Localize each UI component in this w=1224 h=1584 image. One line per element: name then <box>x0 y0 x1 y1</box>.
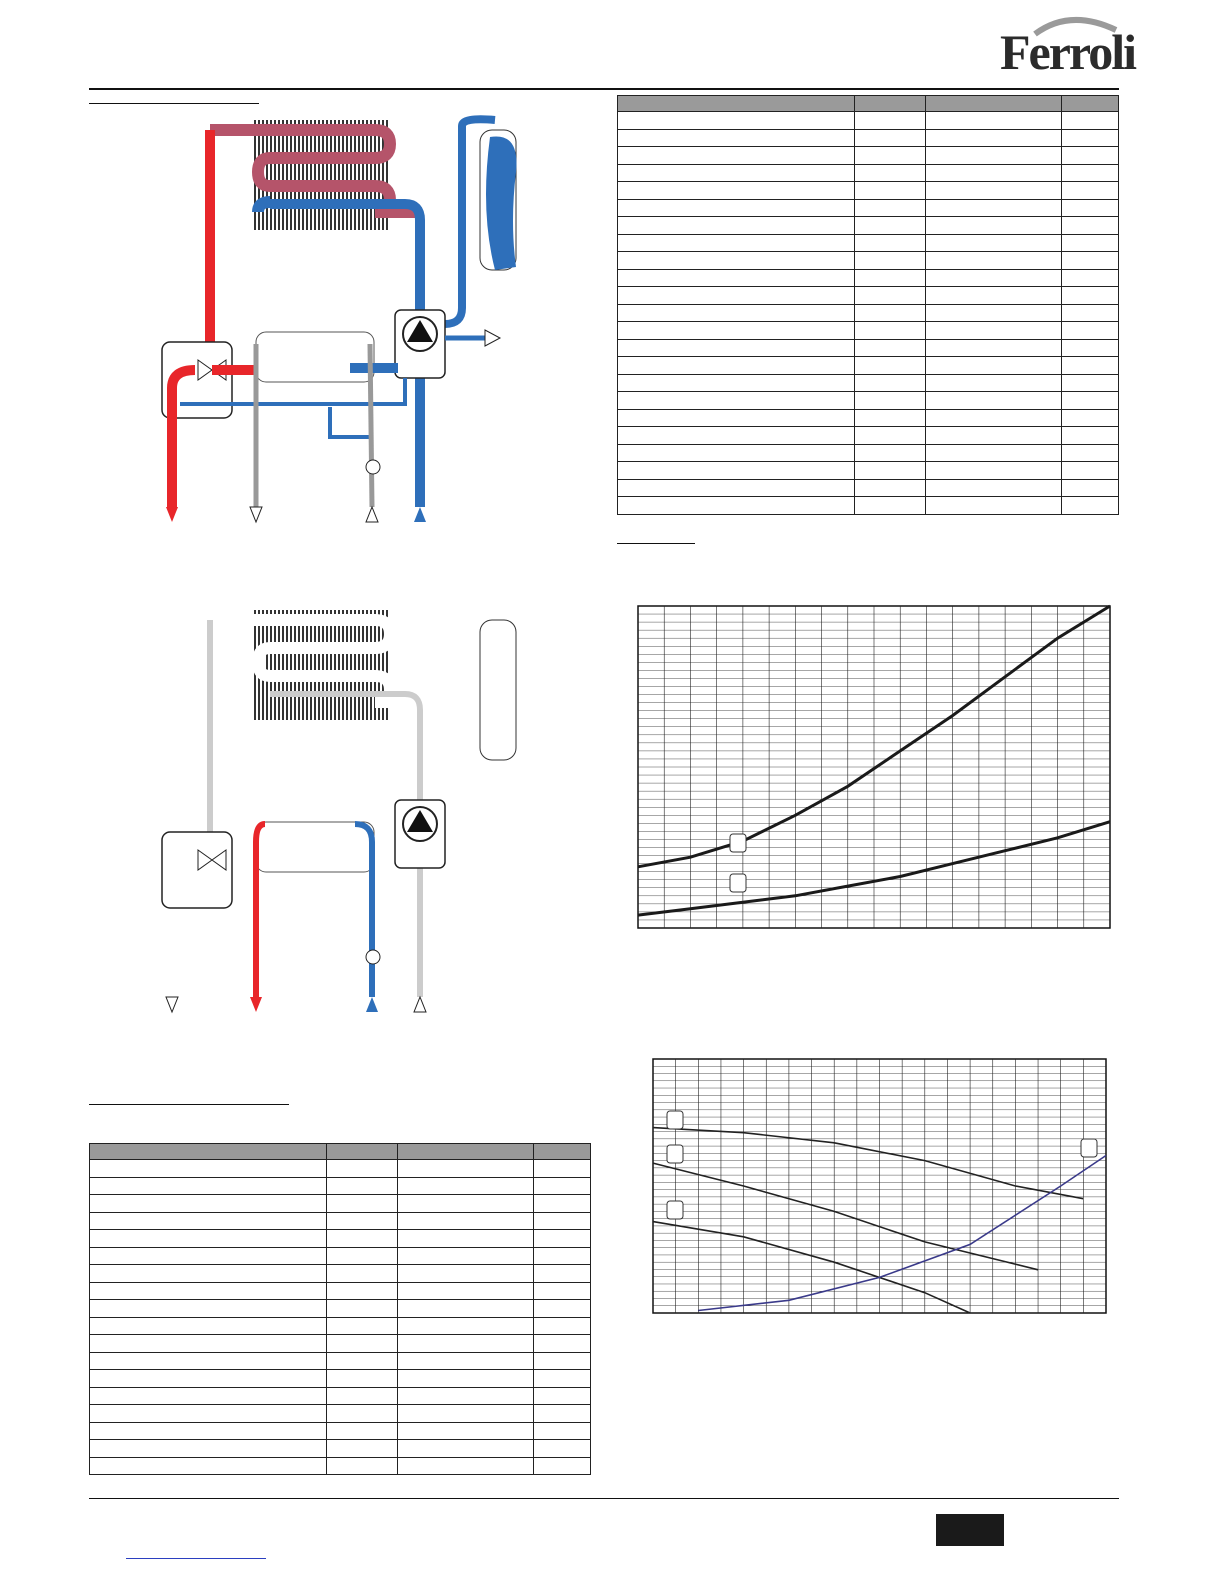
brand-logo: Ferroli <box>1000 24 1135 80</box>
table-cell <box>926 479 1062 497</box>
table-cell <box>534 1177 591 1195</box>
table-cell <box>90 1195 327 1213</box>
table-cell <box>618 322 855 340</box>
table-row <box>618 164 1119 182</box>
table-cell <box>926 462 1062 480</box>
table-cell <box>618 409 855 427</box>
table-cell <box>618 234 855 252</box>
table-cell <box>854 287 926 305</box>
table-cell <box>926 217 1062 235</box>
table-cell <box>926 427 1062 445</box>
table-cell <box>618 497 855 515</box>
header-rule <box>89 88 1119 90</box>
table-cell <box>1062 287 1119 305</box>
table-cell <box>90 1160 327 1178</box>
table-cell <box>534 1230 591 1248</box>
table-title-underline <box>89 1104 289 1105</box>
table-cell <box>90 1422 327 1440</box>
table-row <box>90 1282 591 1300</box>
table-cell <box>926 409 1062 427</box>
table-cell <box>1062 199 1119 217</box>
table-row <box>618 479 1119 497</box>
table-cell <box>1062 269 1119 287</box>
table-row <box>618 147 1119 165</box>
table-cell <box>326 1422 398 1440</box>
table-cell <box>1062 322 1119 340</box>
table-cell <box>1062 234 1119 252</box>
table-cell <box>854 112 926 130</box>
table-cell <box>618 304 855 322</box>
table-cell <box>926 497 1062 515</box>
table-row <box>90 1230 591 1248</box>
table-cell <box>854 409 926 427</box>
table-cell <box>398 1230 534 1248</box>
table-row <box>618 427 1119 445</box>
table-cell <box>926 129 1062 147</box>
table-row <box>618 217 1119 235</box>
table-cell <box>1062 357 1119 375</box>
table-row <box>90 1195 591 1213</box>
table-cell <box>618 182 855 200</box>
table-cell <box>326 1387 398 1405</box>
table-cell <box>1062 497 1119 515</box>
table-cell <box>90 1457 327 1475</box>
table-row <box>90 1440 591 1458</box>
table-cell <box>854 357 926 375</box>
table-row <box>618 322 1119 340</box>
table-cell <box>618 357 855 375</box>
table-row <box>618 112 1119 130</box>
table-cell <box>854 497 926 515</box>
table-cell <box>1062 444 1119 462</box>
table-row <box>618 234 1119 252</box>
table-cell <box>90 1300 327 1318</box>
table-cell <box>534 1282 591 1300</box>
table-cell <box>926 147 1062 165</box>
table-cell <box>1062 409 1119 427</box>
graph-title-underline <box>617 543 695 544</box>
table-cell <box>398 1177 534 1195</box>
heat-exchanger <box>210 120 415 230</box>
table-cell <box>926 357 1062 375</box>
table-cell <box>534 1352 591 1370</box>
table-cell <box>326 1265 398 1283</box>
table-cell <box>398 1195 534 1213</box>
table-cell <box>534 1317 591 1335</box>
table-row <box>618 374 1119 392</box>
table-cell <box>534 1422 591 1440</box>
table-cell <box>398 1300 534 1318</box>
table-row <box>90 1335 591 1353</box>
table-cell <box>1062 147 1119 165</box>
table-cell <box>854 252 926 270</box>
table-cell <box>90 1230 327 1248</box>
flow-arrow-icon <box>166 507 426 522</box>
table-cell <box>1062 182 1119 200</box>
pump-icon <box>395 310 445 378</box>
table-cell <box>854 129 926 147</box>
table-cell <box>326 1457 398 1475</box>
table-row <box>618 392 1119 410</box>
table-cell <box>534 1335 591 1353</box>
table-row <box>90 1422 591 1440</box>
table-header-cell <box>398 1144 534 1160</box>
table-row <box>618 269 1119 287</box>
table-header-cell <box>618 96 855 112</box>
table-cell <box>926 112 1062 130</box>
table-cell <box>926 164 1062 182</box>
table-cell <box>1062 392 1119 410</box>
table-cell <box>854 339 926 357</box>
table-header-cell <box>854 96 926 112</box>
table-cell <box>1062 462 1119 480</box>
table-row <box>618 462 1119 480</box>
table-cell <box>618 269 855 287</box>
table-row <box>90 1352 591 1370</box>
table-row <box>618 409 1119 427</box>
table-cell <box>1062 217 1119 235</box>
table-cell <box>534 1370 591 1388</box>
hydraulic-diagram-heating <box>150 112 530 542</box>
table-cell <box>534 1195 591 1213</box>
table-cell <box>534 1265 591 1283</box>
table-cell <box>398 1160 534 1178</box>
table-cell <box>854 374 926 392</box>
table-cell <box>398 1370 534 1388</box>
logo-swoosh-icon <box>1030 14 1120 38</box>
table-row <box>618 129 1119 147</box>
table-row <box>618 287 1119 305</box>
diagram-title-underline <box>89 103 259 104</box>
table-row <box>90 1317 591 1335</box>
table-row <box>618 497 1119 515</box>
table-cell <box>618 129 855 147</box>
table-row <box>90 1457 591 1475</box>
table-cell <box>926 269 1062 287</box>
table-cell <box>534 1405 591 1423</box>
table-cell <box>326 1317 398 1335</box>
table-cell <box>926 199 1062 217</box>
table-cell <box>326 1300 398 1318</box>
table-cell <box>854 182 926 200</box>
curve-label-box <box>730 874 746 892</box>
table-cell <box>618 217 855 235</box>
table-cell <box>618 287 855 305</box>
table-cell <box>326 1335 398 1353</box>
table-cell <box>326 1230 398 1248</box>
table-cell <box>854 199 926 217</box>
table-cell <box>398 1247 534 1265</box>
table-cell <box>326 1195 398 1213</box>
table-cell <box>398 1422 534 1440</box>
table-cell <box>90 1352 327 1370</box>
table-cell <box>534 1387 591 1405</box>
table-cell <box>926 182 1062 200</box>
table-row <box>90 1160 591 1178</box>
table-cell <box>398 1265 534 1283</box>
pressure-loss-chart <box>638 606 1110 928</box>
table-cell <box>618 374 855 392</box>
table-cell <box>854 304 926 322</box>
table-cell <box>326 1282 398 1300</box>
table-cell <box>534 1212 591 1230</box>
table-cell <box>1062 129 1119 147</box>
table-cell <box>1062 427 1119 445</box>
pump-head-chart <box>653 1059 1106 1313</box>
table-cell <box>398 1212 534 1230</box>
table-header-cell <box>1062 96 1119 112</box>
table-cell <box>854 269 926 287</box>
table-cell <box>1062 339 1119 357</box>
table-row <box>90 1387 591 1405</box>
table-cell <box>926 234 1062 252</box>
table-cell <box>326 1177 398 1195</box>
table-header-cell <box>534 1144 591 1160</box>
table-cell <box>90 1177 327 1195</box>
table-cell <box>926 322 1062 340</box>
table-cell <box>926 374 1062 392</box>
table-cell <box>326 1352 398 1370</box>
table-cell <box>534 1440 591 1458</box>
table-cell <box>398 1282 534 1300</box>
table-cell <box>398 1352 534 1370</box>
left-spec-table <box>89 1143 591 1475</box>
table-row <box>90 1265 591 1283</box>
table-row <box>618 357 1119 375</box>
table-row <box>618 182 1119 200</box>
table-header-cell <box>326 1144 398 1160</box>
table-cell <box>854 444 926 462</box>
table-row <box>618 199 1119 217</box>
table-cell <box>854 147 926 165</box>
table-cell <box>926 444 1062 462</box>
table-header-cell <box>90 1144 327 1160</box>
table-cell <box>618 339 855 357</box>
table-cell <box>398 1457 534 1475</box>
safety-valve-icon <box>445 330 500 346</box>
table-header-cell <box>926 96 1062 112</box>
footer-link[interactable] <box>126 1558 266 1559</box>
table-cell <box>854 217 926 235</box>
table-cell <box>926 252 1062 270</box>
table-cell <box>90 1440 327 1458</box>
table-cell <box>534 1160 591 1178</box>
table-cell <box>534 1300 591 1318</box>
table-cell <box>90 1265 327 1283</box>
table-cell <box>534 1247 591 1265</box>
curve-label-box <box>1081 1139 1097 1157</box>
table-cell <box>326 1160 398 1178</box>
table-row <box>90 1405 591 1423</box>
table-cell <box>854 392 926 410</box>
table-cell <box>326 1212 398 1230</box>
table-cell <box>854 234 926 252</box>
curve-label-box <box>667 1111 683 1129</box>
table-cell <box>1062 164 1119 182</box>
table-cell <box>854 164 926 182</box>
table-cell <box>1062 112 1119 130</box>
table-row <box>618 339 1119 357</box>
table-cell <box>618 479 855 497</box>
table-cell <box>90 1212 327 1230</box>
table-cell <box>398 1405 534 1423</box>
footer-rule <box>89 1498 1119 1499</box>
table-cell <box>618 462 855 480</box>
table-row <box>618 444 1119 462</box>
table-cell <box>926 304 1062 322</box>
table-cell <box>1062 304 1119 322</box>
table-cell <box>326 1440 398 1458</box>
table-cell <box>90 1387 327 1405</box>
table-cell <box>90 1335 327 1353</box>
table-row <box>618 304 1119 322</box>
table-cell <box>854 427 926 445</box>
expansion-vessel-icon <box>445 119 516 324</box>
table-cell <box>1062 252 1119 270</box>
hydraulic-diagram-dhw <box>150 602 530 1032</box>
table-cell <box>618 199 855 217</box>
table-row <box>90 1177 591 1195</box>
table-cell <box>926 392 1062 410</box>
table-cell <box>1062 374 1119 392</box>
table-cell <box>398 1440 534 1458</box>
curve-label-box <box>667 1201 683 1219</box>
table-row <box>90 1247 591 1265</box>
table-cell <box>618 147 855 165</box>
table-cell <box>618 164 855 182</box>
curve-label-box <box>730 834 746 852</box>
table-cell <box>618 252 855 270</box>
table-cell <box>90 1317 327 1335</box>
table-cell <box>926 287 1062 305</box>
table-cell <box>618 444 855 462</box>
table-cell <box>618 112 855 130</box>
table-row <box>90 1212 591 1230</box>
table-cell <box>326 1405 398 1423</box>
table-cell <box>1062 479 1119 497</box>
table-cell <box>90 1247 327 1265</box>
table-row <box>618 252 1119 270</box>
table-cell <box>90 1405 327 1423</box>
table-row <box>90 1370 591 1388</box>
table-row <box>90 1300 591 1318</box>
table-cell <box>90 1282 327 1300</box>
table-cell <box>326 1247 398 1265</box>
table-cell <box>854 462 926 480</box>
right-spec-table <box>617 95 1119 515</box>
table-cell <box>854 322 926 340</box>
table-cell <box>926 339 1062 357</box>
curve-label-box <box>667 1145 683 1163</box>
table-cell <box>854 479 926 497</box>
table-cell <box>618 427 855 445</box>
table-cell <box>398 1387 534 1405</box>
table-cell <box>398 1335 534 1353</box>
table-cell <box>534 1457 591 1475</box>
table-cell <box>398 1317 534 1335</box>
table-cell <box>618 392 855 410</box>
table-cell <box>90 1370 327 1388</box>
table-cell <box>326 1370 398 1388</box>
page-number-badge <box>936 1514 1004 1546</box>
